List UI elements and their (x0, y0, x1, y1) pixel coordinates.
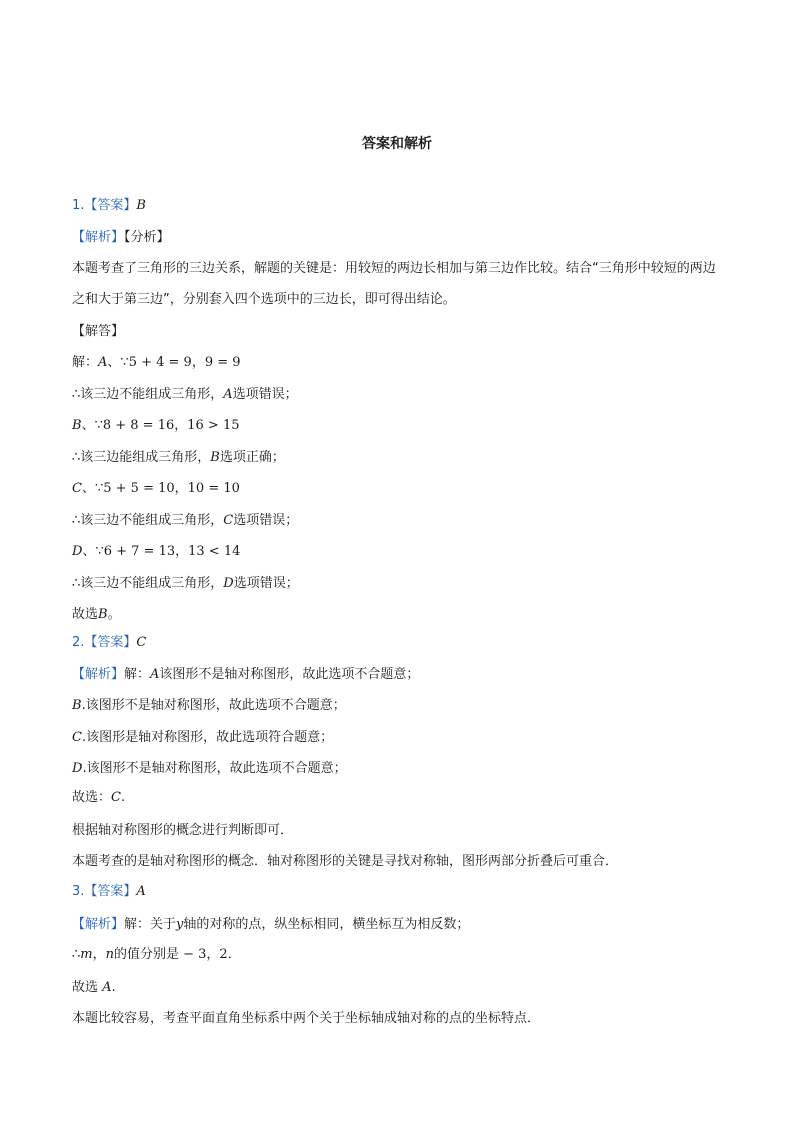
q2-number: 2. (72, 635, 85, 650)
q3-answer-value: A (136, 884, 146, 899)
q2-option-a: 【解析】解：A该图形不是轴对称图形，故此选项不合题意； (72, 667, 420, 682)
q1-answer-tag: 【答案】 (84, 198, 137, 213)
q3-line-1: 【解析】解：关于y轴的对称的点，纵坐标相同，横坐标互为相反数； (72, 917, 470, 932)
q2-answer-line (72, 634, 146, 652)
q1-analysis-text: 本题考查了三角形的三边关系，解题的关键是：用较短的两边长相加与第三边作比较。结合“三角形中较短的两边之和大于第三边”，分别套入四个选项中的三边长，即可得出结论。 (72, 261, 716, 307)
q3-choice: 故选 A. (72, 980, 116, 995)
q1-option-b-conclusion: ∴该三边能组成三角形，B选项正确； (72, 450, 285, 465)
q1-number: 1. (72, 198, 85, 213)
q1-option-d-conclusion: ∴该三边不能组成三角形，D选项错误； (72, 576, 299, 591)
q1-option-b-calc: B、∵8 + 8 = 16，16 > 15 (72, 418, 240, 433)
q2-note-2: 本题考查的是轴对称图形的概念．轴对称图形的关键是寻找对称轴，图形两部分折叠后可重合． (72, 854, 619, 869)
q1-option-a-conclusion: ∴该三边不能组成三角形，A选项错误； (72, 387, 298, 402)
q3-answer-tag: 【答案】 (84, 884, 137, 899)
q1-fenxi-tag: 【分析】 (124, 230, 170, 245)
q3-answer-line (72, 883, 146, 901)
q1-option-d-calc: D、∵6 + 7 = 13，13 < 14 (72, 544, 241, 559)
q2-option-c: C.该图形是轴对称图形，故此选项符合题意； (72, 730, 334, 745)
q2-note-1: 根据轴对称图形的概念进行判断即可． (72, 823, 294, 838)
q1-jiexi-line (72, 229, 170, 247)
q3-note: 本题比较容易，考查平面直角坐标系中两个关于坐标轴成轴对称的点的坐标特点． (72, 1011, 541, 1026)
q2-option-d: D.该图形不是轴对称图形，故此选项不合题意； (72, 761, 347, 776)
q3-number: 3. (72, 884, 85, 899)
q1-choice: 故选B。 (72, 607, 121, 622)
q1-answer-value: B (136, 198, 146, 213)
q2-choice: 故选：C. (72, 790, 126, 805)
q3-line-2: ∴m，n的值分别是 − 3，2． (72, 947, 241, 962)
q1-option-c-conclusion: ∴该三边不能组成三角形，C选项错误； (72, 513, 299, 528)
q1-option-c-calc: C、∵5 + 5 = 10，10 = 10 (72, 481, 240, 496)
q1-jiexi-tag: 【解析】 (72, 230, 125, 245)
q2-answer-tag: 【答案】 (84, 635, 137, 650)
q2-option-b: B.该图形不是轴对称图形，故此选项不合题意； (72, 698, 346, 713)
q2-answer-value: C (136, 635, 147, 650)
q1-option-a-calc: 解：A、∵5 + 4 = 9，9 = 9 (72, 355, 241, 370)
q1-answer-line (72, 197, 146, 215)
q1-jieda-tag: 【解答】 (72, 324, 125, 339)
page-title: 答案和解析 (362, 136, 432, 152)
